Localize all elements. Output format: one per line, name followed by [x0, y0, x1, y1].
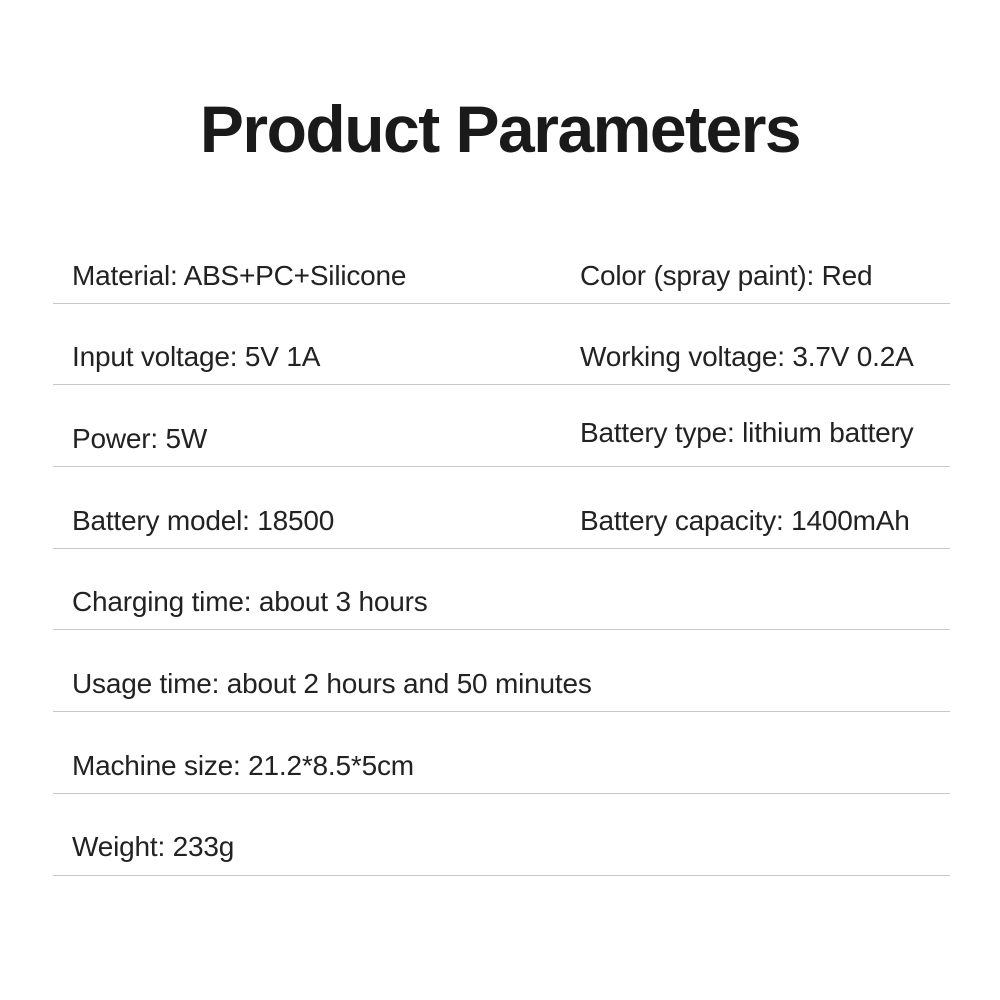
spec-row-material-color	[53, 222, 950, 304]
spec-weight: Weight: 233g	[72, 831, 235, 863]
spec-working-voltage: Working voltage: 3.7V 0.2A	[580, 341, 914, 373]
spec-battery-model: Battery model: 18500	[72, 504, 335, 536]
spec-battery-type: Battery type: lithium battery	[580, 416, 914, 448]
spec-row-machine-size	[53, 712, 950, 794]
spec-battery-capacity: Battery capacity: 1400mAh	[580, 504, 910, 536]
spec-row-weight	[53, 794, 950, 876]
page-title: Product Parameters	[199, 92, 801, 166]
spec-row-power-battery-type	[53, 385, 950, 467]
spec-input-voltage: Input voltage: 5V 1A	[72, 341, 321, 373]
spec-row-charging-time	[53, 549, 950, 631]
spec-machine-size: Machine size: 21.2*8.5*5cm	[72, 749, 414, 781]
spec-power: Power: 5W	[72, 422, 208, 454]
spec-table	[53, 222, 950, 876]
spec-material: Material: ABS+PC+Silicone	[72, 259, 407, 291]
spec-color: Color (spray paint): Red	[580, 259, 873, 291]
spec-row-voltages	[53, 304, 950, 386]
spec-usage-time: Usage time: about 2 hours and 50 minutes	[72, 667, 592, 699]
spec-row-usage-time	[53, 630, 950, 712]
spec-row-battery-model-capacity	[53, 467, 950, 549]
spec-charging-time: Charging time: about 3 hours	[72, 586, 428, 618]
